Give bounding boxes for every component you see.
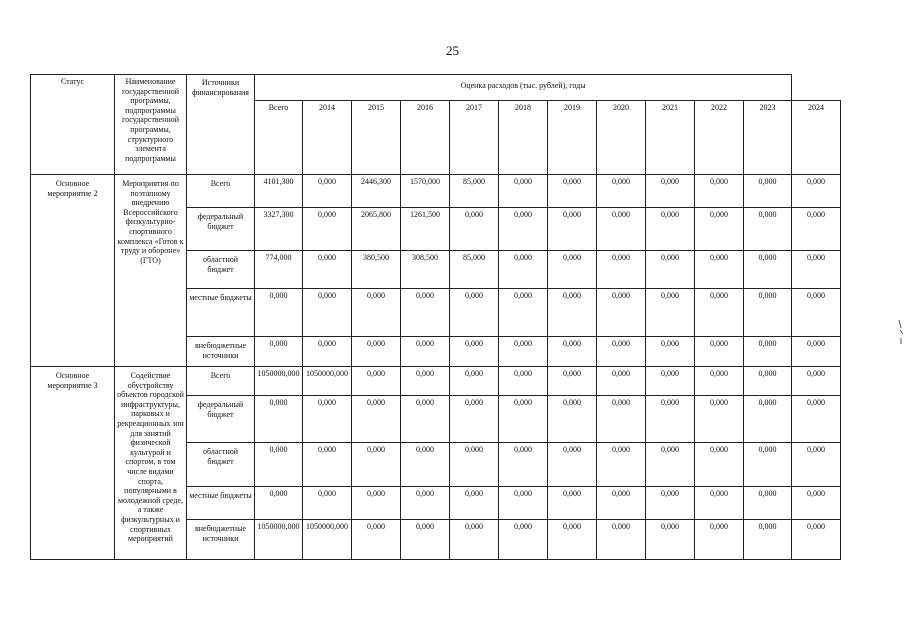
header-sources: Источники финансирования <box>187 75 255 175</box>
cell-value: 0,000 <box>597 289 646 337</box>
cell-value: 0,000 <box>352 367 401 396</box>
cell-value: 0,000 <box>792 175 841 208</box>
header-estimate: Оценка расходов (тыс. рублей), годы <box>255 75 792 101</box>
cell-value: 0,000 <box>695 251 744 289</box>
cell-value: 0,000 <box>303 487 352 520</box>
cell-value: 0,000 <box>646 175 695 208</box>
cell-value: 0,000 <box>303 175 352 208</box>
cell-value: 0,000 <box>499 443 548 487</box>
cell-value: 0,000 <box>695 367 744 396</box>
cell-value: 0,000 <box>548 251 597 289</box>
row-source: внебюджетные источники <box>187 520 255 560</box>
cell-value: 1570,000 <box>401 175 450 208</box>
cell-value: 0,000 <box>597 487 646 520</box>
row-source: местные бюджеты <box>187 487 255 520</box>
cell-value: 0,000 <box>548 487 597 520</box>
cell-value: 0,000 <box>450 289 499 337</box>
cell-value: 380,500 <box>352 251 401 289</box>
cell-value: 0,000 <box>646 520 695 560</box>
cell-value: 2065,800 <box>352 208 401 251</box>
cell-value: 85,000 <box>450 251 499 289</box>
cell-value: 0,000 <box>499 337 548 367</box>
cell-value: 0,000 <box>548 520 597 560</box>
cell-value: 0,000 <box>744 443 792 487</box>
header-year-2014: 2014 <box>303 101 352 175</box>
cell-value: 0,000 <box>499 289 548 337</box>
row-source: областной бюджет <box>187 443 255 487</box>
cell-value: 4101,300 <box>255 175 303 208</box>
budget-table <box>30 74 841 560</box>
cell-value: 0,000 <box>646 208 695 251</box>
cell-value: 3327,300 <box>255 208 303 251</box>
table-row <box>31 175 841 208</box>
cell-value: 0,000 <box>695 289 744 337</box>
cell-value: 0,000 <box>695 208 744 251</box>
header-year-2015: 2015 <box>352 101 401 175</box>
cell-value: 0,000 <box>792 289 841 337</box>
cell-value: 0,000 <box>303 337 352 367</box>
header-year-2016: 2016 <box>401 101 450 175</box>
cell-value: 0,000 <box>646 487 695 520</box>
cell-value: 0,000 <box>792 443 841 487</box>
row-status: Основное мероприятие 3 <box>31 367 115 560</box>
cell-value: 0,000 <box>695 337 744 367</box>
header-year-2022: 2022 <box>695 101 744 175</box>
cell-value: 0,000 <box>792 208 841 251</box>
cell-value: 0,000 <box>695 487 744 520</box>
table-row <box>31 367 841 396</box>
edge-marks <box>897 318 905 348</box>
cell-value: 0,000 <box>303 208 352 251</box>
cell-value: 0,000 <box>597 443 646 487</box>
cell-value: 0,000 <box>401 367 450 396</box>
cell-value: 0,000 <box>646 443 695 487</box>
cell-value: 0,000 <box>303 251 352 289</box>
row-source: внебюджетные источники <box>187 337 255 367</box>
cell-value: 1261,500 <box>401 208 450 251</box>
header-year-2019: 2019 <box>548 101 597 175</box>
cell-value: 0,000 <box>401 289 450 337</box>
cell-value: 0,000 <box>695 520 744 560</box>
cell-value: 0,000 <box>744 289 792 337</box>
cell-value: 0,000 <box>499 251 548 289</box>
cell-value: 0,000 <box>352 443 401 487</box>
cell-value: 0,000 <box>646 367 695 396</box>
cell-value: 1050000,000 <box>303 367 352 396</box>
row-source: местные бюджеты <box>187 289 255 337</box>
cell-value: 0,000 <box>255 289 303 337</box>
cell-value: 0,000 <box>597 396 646 443</box>
cell-value: 0,000 <box>792 520 841 560</box>
cell-value: 0,000 <box>744 367 792 396</box>
cell-value: 0,000 <box>499 396 548 443</box>
cell-value: 0,000 <box>450 208 499 251</box>
cell-value: 0,000 <box>744 251 792 289</box>
row-status: Основное мероприятие 2 <box>31 175 115 367</box>
cell-value: 2446,300 <box>352 175 401 208</box>
cell-value: 0,000 <box>744 520 792 560</box>
cell-value: 0,000 <box>499 520 548 560</box>
cell-value: 0,000 <box>499 208 548 251</box>
cell-value: 0,000 <box>744 208 792 251</box>
cell-value: 0,000 <box>499 487 548 520</box>
cell-value: 308,500 <box>401 251 450 289</box>
cell-value: 0,000 <box>450 487 499 520</box>
cell-value: 0,000 <box>401 337 450 367</box>
cell-value: 0,000 <box>401 520 450 560</box>
cell-value: 0,000 <box>792 337 841 367</box>
cell-value: 0,000 <box>255 487 303 520</box>
cell-value: 0,000 <box>548 396 597 443</box>
cell-value: 0,000 <box>548 337 597 367</box>
cell-value: 0,000 <box>255 396 303 443</box>
cell-value: 0,000 <box>597 520 646 560</box>
cell-value: 0,000 <box>597 251 646 289</box>
cell-value: 0,000 <box>401 487 450 520</box>
cell-value: 0,000 <box>744 337 792 367</box>
cell-value: 0,000 <box>646 396 695 443</box>
cell-value: 0,000 <box>450 396 499 443</box>
cell-value: 0,000 <box>792 367 841 396</box>
cell-value: 0,000 <box>597 367 646 396</box>
header-year-2018: 2018 <box>499 101 548 175</box>
cell-value: 0,000 <box>792 396 841 443</box>
cell-value: 0,000 <box>499 367 548 396</box>
cell-value: 0,000 <box>450 367 499 396</box>
cell-value: 0,000 <box>744 487 792 520</box>
page-number: 25 <box>446 43 459 58</box>
row-source: Всего <box>187 367 255 396</box>
header-year-2023: 2023 <box>744 101 792 175</box>
cell-value: 0,000 <box>352 487 401 520</box>
cell-value: 0,000 <box>450 520 499 560</box>
cell-value: 0,000 <box>303 289 352 337</box>
cell-value: 0,000 <box>303 443 352 487</box>
cell-value: 774,000 <box>255 251 303 289</box>
cell-value: 0,000 <box>352 289 401 337</box>
row-name: Мероприятия по поэтапному внедрению Всероссийского физкультурно-спортивного комплекса «Готов к труду и обороне» (ГТО) <box>115 175 187 367</box>
cell-value: 0,000 <box>744 396 792 443</box>
cell-value: 0,000 <box>548 175 597 208</box>
cell-value: 0,000 <box>646 289 695 337</box>
row-source: областной бюджет <box>187 251 255 289</box>
cell-value: 0,000 <box>597 208 646 251</box>
row-name: Содействие обустройству объектов городской инфраструктуры, парковых и рекреационных зон для занятий физической культурой и спортом, в том числе видами спорта, популярными в молодежной среде, а также физкультурных и спортивных мероприятий <box>115 367 187 560</box>
row-source: федеральный бюджет <box>187 208 255 251</box>
cell-value: 0,000 <box>548 289 597 337</box>
cell-value: 0,000 <box>450 443 499 487</box>
header-year-2021: 2021 <box>646 101 695 175</box>
cell-value: 0,000 <box>695 175 744 208</box>
header-total: Всего <box>255 101 303 175</box>
cell-value: 85,000 <box>450 175 499 208</box>
header-year-2020: 2020 <box>597 101 646 175</box>
cell-value: 0,000 <box>744 175 792 208</box>
header-year-2024: 2024 <box>792 101 841 175</box>
row-source: федеральный бюджет <box>187 396 255 443</box>
cell-value: 0,000 <box>499 175 548 208</box>
header-name: Наименование государственной программы, подпрограммы государственной программы, структурного элемента подпрограммы <box>115 75 187 175</box>
cell-value: 0,000 <box>695 396 744 443</box>
cell-value: 0,000 <box>646 251 695 289</box>
cell-value: 0,000 <box>401 396 450 443</box>
cell-value: 0,000 <box>401 443 450 487</box>
cell-value: 0,000 <box>548 208 597 251</box>
row-source: Всего <box>187 175 255 208</box>
cell-value: 1050000,000 <box>303 520 352 560</box>
cell-value: 0,000 <box>597 175 646 208</box>
cell-value: 1050000,000 <box>255 520 303 560</box>
cell-value: 0,000 <box>450 337 499 367</box>
cell-value: 1050000,000 <box>255 367 303 396</box>
cell-value: 0,000 <box>792 487 841 520</box>
header-status: Статус <box>31 75 115 175</box>
cell-value: 0,000 <box>255 337 303 367</box>
cell-value: 0,000 <box>352 520 401 560</box>
cell-value: 0,000 <box>646 337 695 367</box>
cell-value: 0,000 <box>352 396 401 443</box>
cell-value: 0,000 <box>597 337 646 367</box>
header-year-2017: 2017 <box>450 101 499 175</box>
cell-value: 0,000 <box>352 337 401 367</box>
cell-value: 0,000 <box>548 443 597 487</box>
cell-value: 0,000 <box>792 251 841 289</box>
cell-value: 0,000 <box>255 443 303 487</box>
cell-value: 0,000 <box>695 443 744 487</box>
cell-value: 0,000 <box>303 396 352 443</box>
cell-value: 0,000 <box>548 367 597 396</box>
